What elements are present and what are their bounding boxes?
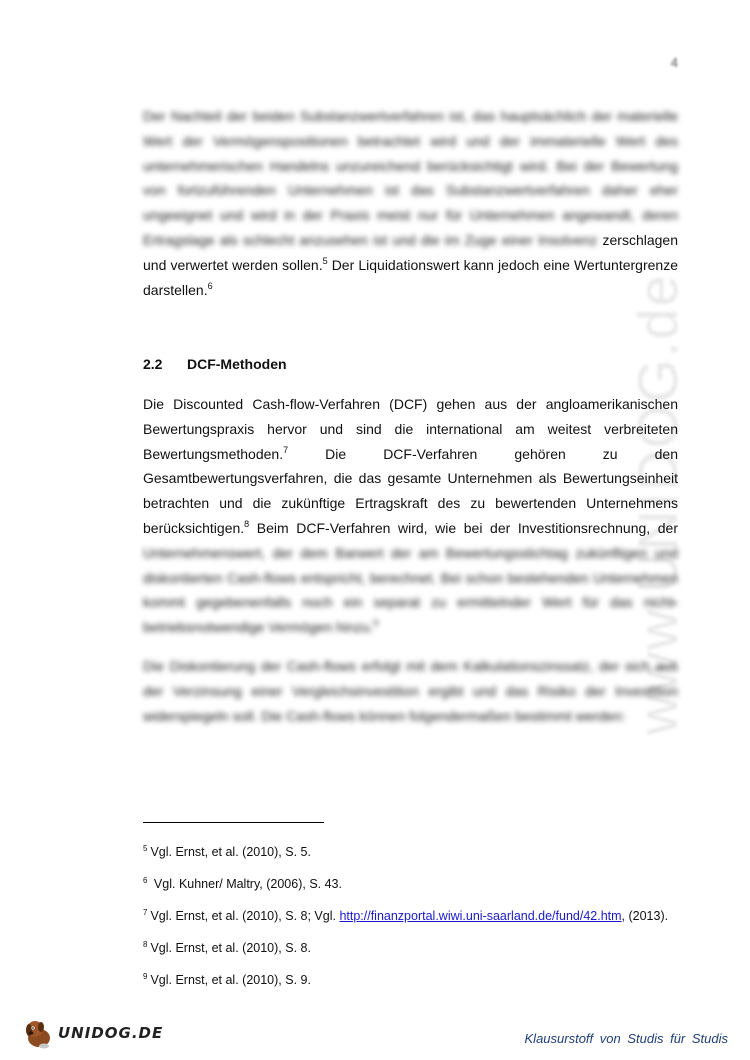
clear-text: Der Liquidationswert kann jedoch eine Wertuntergrenze darstellen. — [143, 256, 678, 298]
section-heading — [143, 356, 287, 372]
clear-text: Beim DCF-Verfahren wird, wie bei der Investitionsrechnung, der — [249, 519, 678, 536]
footnote-number: 8 — [143, 940, 148, 949]
unidog-logo[interactable] — [22, 1016, 163, 1050]
footnote-ref: 7 — [283, 444, 289, 455]
clear-text: zerschlagen und verwertet werden sollen. — [143, 231, 679, 273]
watermark: www.UNIDOG.de — [626, 273, 689, 735]
clear-text: Die Discounted Cash-flow-Verfahren (DCF) gehen aus der angloamerikanischen Bewertungspraxis hervor und sind die international am weitest verbreiteten Bewertungsmethoden. — [143, 396, 678, 462]
footnote-text: Vgl. Ernst, et al. (2010), S. 5. — [150, 845, 311, 859]
footnote-number: 7 — [143, 908, 148, 917]
footnote-text: , (2013). — [621, 909, 669, 923]
footnote-text: Vgl. Ernst, et al. (2010), S. 9. — [150, 973, 311, 987]
dcf-paragraph-1 — [143, 392, 678, 640]
section-number: 2.2 — [143, 356, 163, 372]
footnote-separator — [143, 822, 324, 823]
footnote — [143, 872, 668, 893]
footnote-number: 5 — [143, 844, 148, 853]
footnote-link[interactable]: http://finanzportal.wiwi.uni-saarland.de/fund/42.htm — [339, 909, 622, 923]
section-title: DCF-Methoden — [187, 356, 287, 372]
intro-paragraph — [143, 104, 678, 302]
dcf-paragraph-2 — [143, 654, 678, 728]
footer-tagline: Klausurstoff von Studis für Studis — [524, 1031, 728, 1046]
page-number: 4 — [670, 55, 678, 70]
footnote-number: 6 — [143, 876, 148, 885]
footnote — [143, 936, 668, 957]
footnotes — [143, 840, 668, 1000]
footnote — [143, 968, 668, 989]
footnote-text: Vgl. Ernst, et al. (2010), S. 8; Vgl. — [150, 909, 340, 923]
logo-text: UNIDOG.DE — [58, 1024, 164, 1042]
blurred-text: Die Diskontierung der Cash-flows erfolgt mit dem Kalkulationszinssatz, der sich aus der Verzinsung einer Vergleichsinvestition ergibt und das Risiko der Investition widerspiegeln soll. Die Cash-flows können folgendermaßen bestimmt werden: — [143, 658, 678, 724]
footnote-ref: 8 — [244, 518, 250, 529]
blurred-text: Der Nachteil der beiden Substanzwertverfahren ist, das hauptsächlich der materielle Wert der Vermögenspositionen betrachtet wird und der immaterielle Wert des unternehmerischen Handelns unzureichend berücksichtigt wird. Bei der Bewertung von fortzuführenden Unternehmen ist das Substanzwertverfahren daher eher ungeeignet und wird in der Praxis meist nur für Unternehmen angewandt, deren Ertragslage als schlecht anzusehen ist und die im Zuge einer Insolvenz — [143, 108, 678, 248]
footnote — [143, 840, 668, 861]
dog-icon — [22, 1016, 56, 1050]
footnote-number: 9 — [143, 972, 148, 981]
footnote-text: Vgl. Ernst, et al. (2010), S. 8. — [150, 941, 311, 955]
footnote-ref: 9 — [373, 618, 379, 629]
footnote-text: Vgl. Kuhner/ Maltry, (2006), S. 43. — [150, 877, 342, 891]
blurred-text: Unternehmenswert, der dem Barwert der am Bewertungsstichtag zukünftigen und diskontierten Cash-flows entspricht, berechnet. Bei schon bestehenden Unternehmen kommt gegebenenfalls noch ein separat zu ermittelnder Wert für das nicht-betriebsnotwendige Vermögen hinzu. — [143, 544, 678, 636]
footnote-ref: 5 — [322, 255, 328, 266]
footnote — [143, 904, 668, 925]
clear-text: Die DCF-Verfahren gehören zu den Gesamtbewertungsverfahren, die das gesamte Unternehmen als Bewertungseinheit betrachten und die zukünftige Ertragskraft des zu bewertenden Unternehmens berücksichtigen. — [143, 445, 678, 536]
footnote-ref: 6 — [207, 280, 213, 291]
